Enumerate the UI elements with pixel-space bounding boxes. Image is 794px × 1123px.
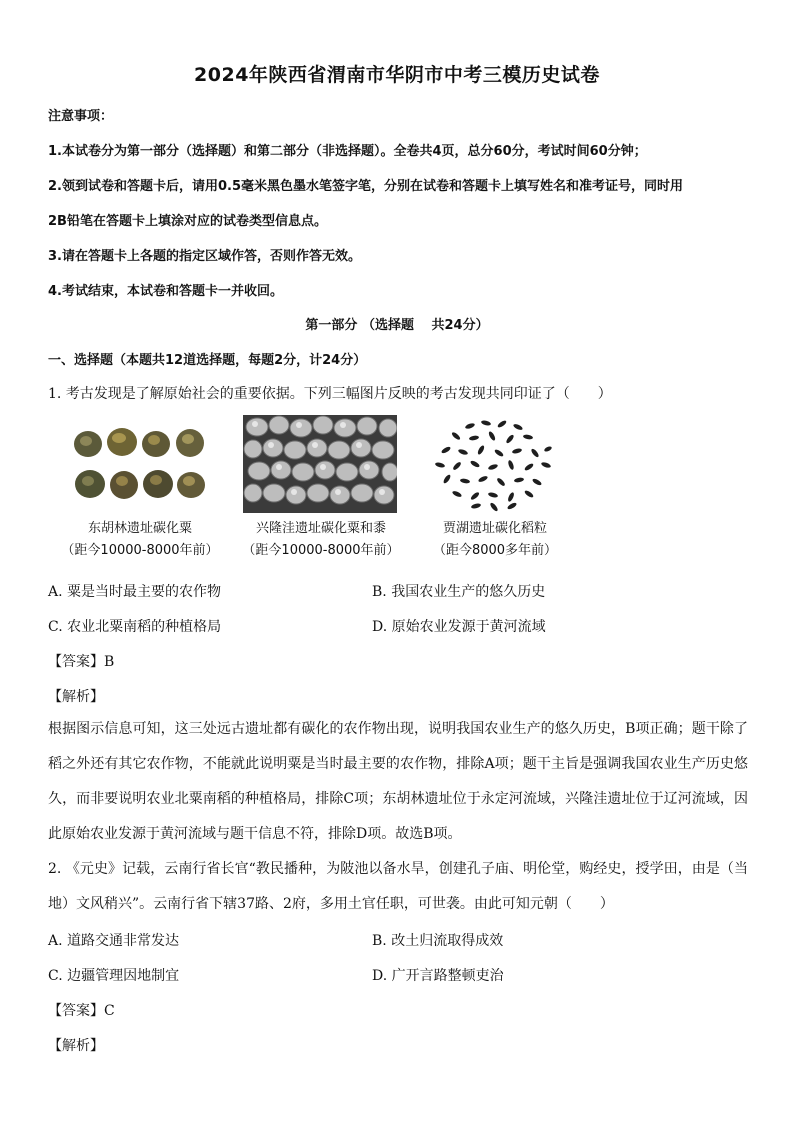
q1-answer: 【答案】B	[48, 654, 115, 670]
notice-item-2: 2.领到试卷和答题卡后，请用0.5毫米黑色墨水笔签字笔，分别在试卷和答题卡上填写姓名和准考证号，同时用	[48, 179, 684, 194]
section-heading: 一、选择题（本题共12道选择题，每题2分，计24分）	[48, 353, 367, 368]
q2-option-b: B. 改土归流取得成效	[372, 933, 504, 949]
page-title: 2024年陕西省渭南市华阴市中考三模历史试卷	[194, 64, 600, 86]
q1-figure-1-image	[70, 420, 210, 510]
notice-item-1: 1.本试卷分为第一部分（选择题）和第二部分（非选择题）。全卷共4页，总分60分，考试时间60分钟；	[48, 144, 647, 159]
q1-figure-2-title: 兴隆洼遗址碳化粟和黍	[255, 521, 386, 536]
q1-analysis: 根据图示信息可知，这三处远古遗址都有碳化的农作物出现，说明我国农业生产的悠久历史，B项正确；题干除了稻之外还有其它农作物，不能就此说明粟是当时最主要的农作物，排除A项；题干主旨是强调我国农业生产历史悠久，而非要说明农业北粟南稻的种植格局，排除C项；东胡林遗址位于永定河流域，兴隆洼遗址位于辽河流域，因此原始农业发源于黄河流域与题干信息不符，排除D项。故选B项。	[48, 721, 748, 842]
q1-figure-3-caption	[415, 518, 575, 562]
notice-item-2-cont: 2B铅笔在答题卡上填涂对应的试卷类型信息点。	[48, 214, 327, 229]
q1-option-d: D. 原始农业发源于黄河流域	[372, 619, 546, 635]
q2-answer: 【答案】C	[48, 1003, 115, 1019]
part1-heading: 第一部分 （选择题 共24分）	[305, 318, 489, 333]
q2-option-c: C. 边疆管理因地制宜	[48, 968, 180, 984]
q1-option-b: B. 我国农业生产的悠久历史	[372, 584, 546, 600]
q1-figure-2-image	[243, 415, 397, 513]
q2-option-a: A. 道路交通非常发达	[48, 933, 180, 949]
q1-figure-3-image	[430, 416, 560, 512]
q1-figure-1-title: 东胡林遗址碳化粟	[87, 521, 192, 536]
notice-heading: 注意事项：	[48, 109, 114, 124]
q1-figure-2-date: （距今10000-8000年前）	[242, 543, 400, 558]
q1-figure-3-date: （距今8000多年前）	[432, 543, 558, 558]
q1-figure-3-title: 贾湖遗址碳化稻粒	[442, 521, 547, 536]
q1-figure-1-caption	[55, 518, 225, 562]
q2-option-d: D. 广开言路整顿吏治	[372, 968, 504, 984]
q1-option-a: A. 粟是当时最主要的农作物	[48, 584, 222, 600]
q2-stem: 2. 《元史》记载，云南行省长官“教民播种，为陂池以备水旱，创建孔子庙、明伦堂，购经史，授学田，由是（当地）文风稍兴”。云南行省下辖37路、2府，多用土官任职，可世袭。由此可知元朝（ ）	[48, 861, 748, 912]
q1-option-c: C. 农业北粟南稻的种植格局	[48, 619, 222, 635]
q2-analysis-label: 【解析】	[48, 1038, 104, 1054]
notice-item-3: 3.请在答题卡上各题的指定区域作答，否则作答无效。	[48, 249, 361, 264]
q1-figure-2-caption	[230, 518, 412, 562]
q1-stem: 1. 考古发现是了解原始社会的重要依据。下列三幅图片反映的考古发现共同印证了（ ）	[48, 386, 612, 402]
q1-figure-1-date: （距今10000-8000年前）	[61, 543, 219, 558]
notice-item-4: 4.考试结束，本试卷和答题卡一并收回。	[48, 284, 283, 299]
q1-analysis-label: 【解析】	[48, 689, 104, 705]
